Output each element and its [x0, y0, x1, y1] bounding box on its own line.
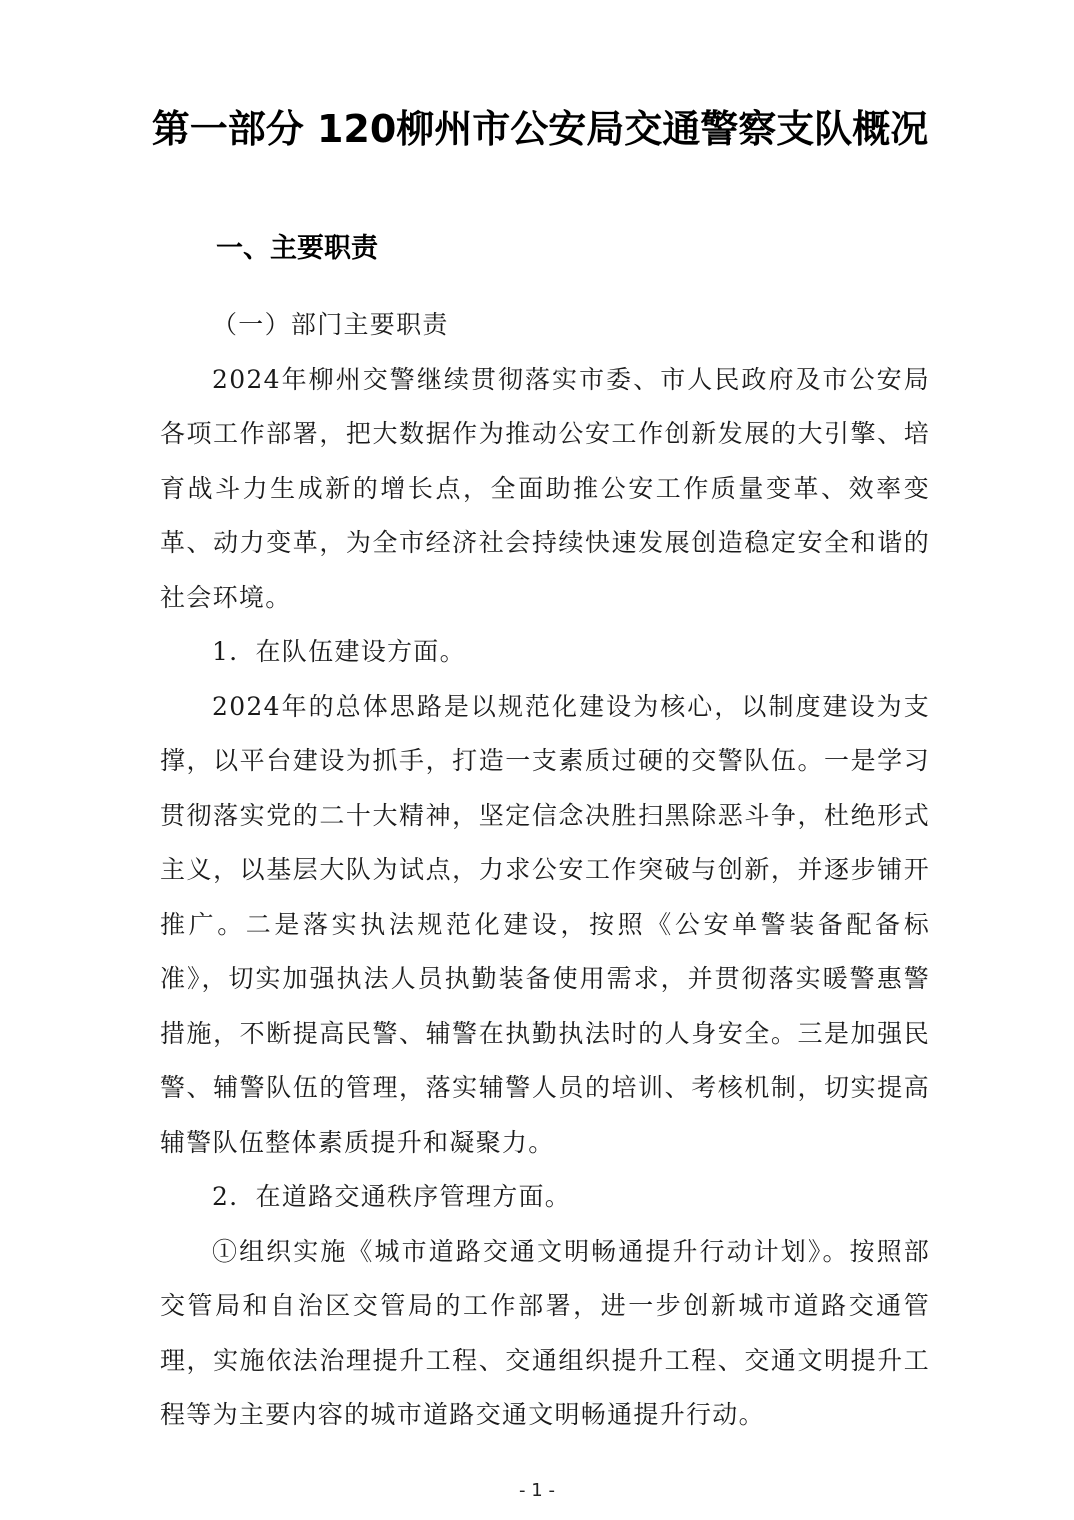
- section-heading-main-duties: 一、主要职责: [216, 233, 378, 264]
- paragraph-team-building-heading: 1．在队伍建设方面。: [212, 637, 466, 666]
- paragraph-team-building: 2024年的总体思路是以规范化建设为核心，以制度建设为支撑，以平台建设为抓手，打造一支素质过硬的交警队伍。一是学习贯彻落实党的二十大精神，坚定信念决胜扫黑除恶斗争，杜绝形式主义，以基层大队为试点，力求公安工作突破与创新，并逐步铺开推广。二是落实执法规范化建设，按照《公安单警装备配备标准》，切实加强执法人员执勤装备使用需求，并贯彻落实暖警惠警措施，不断提高民警、辅警在执勤执法时的人身安全。三是加强民警、辅警队伍的管理，落实辅警人员的培训、考核机制，切实提高辅警队伍整体素质提升和凝聚力。: [160, 691, 930, 1157]
- paragraph-traffic-order: ①组织实施《城市道路交通文明畅通提升行动计划》。按照部交管局和自治区交管局的工作部署，进一步创新城市道路交通管理，实施依法治理提升工程、交通组织提升工程、交通文明提升工程等为主要内容的城市道路交通文明畅通提升行动。: [160, 1236, 930, 1429]
- document-title: 第一部分 120柳州市公安局交通警察支队概况: [151, 107, 929, 151]
- paragraph-traffic-order-heading: 2．在道路交通秩序管理方面。: [212, 1182, 572, 1211]
- paragraph-overview: 2024年柳州交警继续贯彻落实市委、市人民政府及市公安局各项工作部署，把大数据作为推动公安工作创新发展的大引擎、培育战斗力生成新的增长点，全面助推公安工作质量变革、效率变革、动力变革，为全市经济社会持续快速发展创造稳定安全和谐的社会环境。: [160, 364, 930, 612]
- subsection-heading: （一）部门主要职责: [212, 310, 449, 339]
- document-body: [160, 298, 930, 1443]
- page-number: - 1 -: [519, 1480, 555, 1501]
